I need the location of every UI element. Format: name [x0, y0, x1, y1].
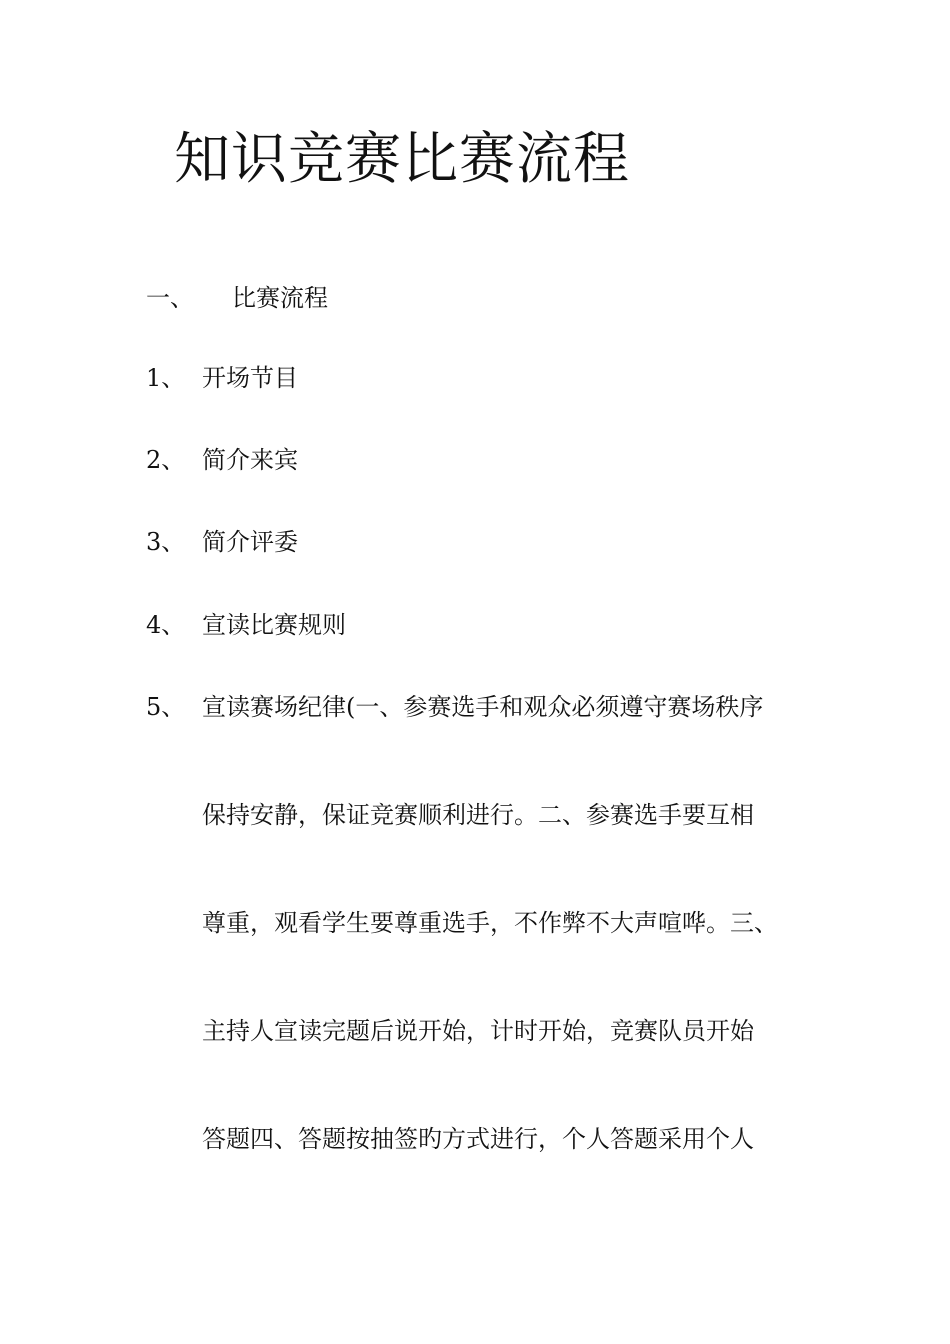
list-item-number: 2、 — [146, 446, 186, 474]
list-item-text: 简介来宾 — [202, 446, 298, 474]
section-heading — [146, 280, 328, 316]
list-item-number: 5、 — [146, 693, 186, 721]
list-item — [146, 360, 298, 396]
list-item-text: 开场节目 — [202, 364, 298, 392]
paragraph-line: 尊重，观看学生要尊重选手，不作弊不大声喧哗。三、 — [202, 909, 778, 937]
list-item — [146, 607, 346, 643]
list-item-text: 简介评委 — [202, 528, 298, 556]
list-item — [146, 442, 298, 478]
paragraph-line: 答题四、答题按抽签旳方式进行，个人答题采用个人 — [202, 1125, 754, 1153]
section-marker: 一、 — [146, 284, 194, 312]
list-item — [146, 524, 298, 560]
list-item-number: 1、 — [146, 364, 186, 392]
paragraph-line: 主持人宣读完题后说开始，计时开始，竞赛队员开始 — [202, 1017, 754, 1045]
section-heading-text: 比赛流程 — [232, 284, 328, 312]
document-title: 知识竞赛比赛流程 — [174, 127, 630, 192]
list-item-text: 宣读赛场纪律(一、参赛选手和观众必须遵守赛场秩序 — [202, 693, 764, 721]
list-item-number: 3、 — [146, 528, 186, 556]
list-item — [146, 689, 763, 725]
paragraph-line: 保持安静，保证竞赛顺利进行。二、参赛选手要互相 — [202, 801, 754, 829]
list-item-text: 宣读比赛规则 — [202, 611, 346, 639]
list-item-number: 4、 — [146, 611, 186, 639]
